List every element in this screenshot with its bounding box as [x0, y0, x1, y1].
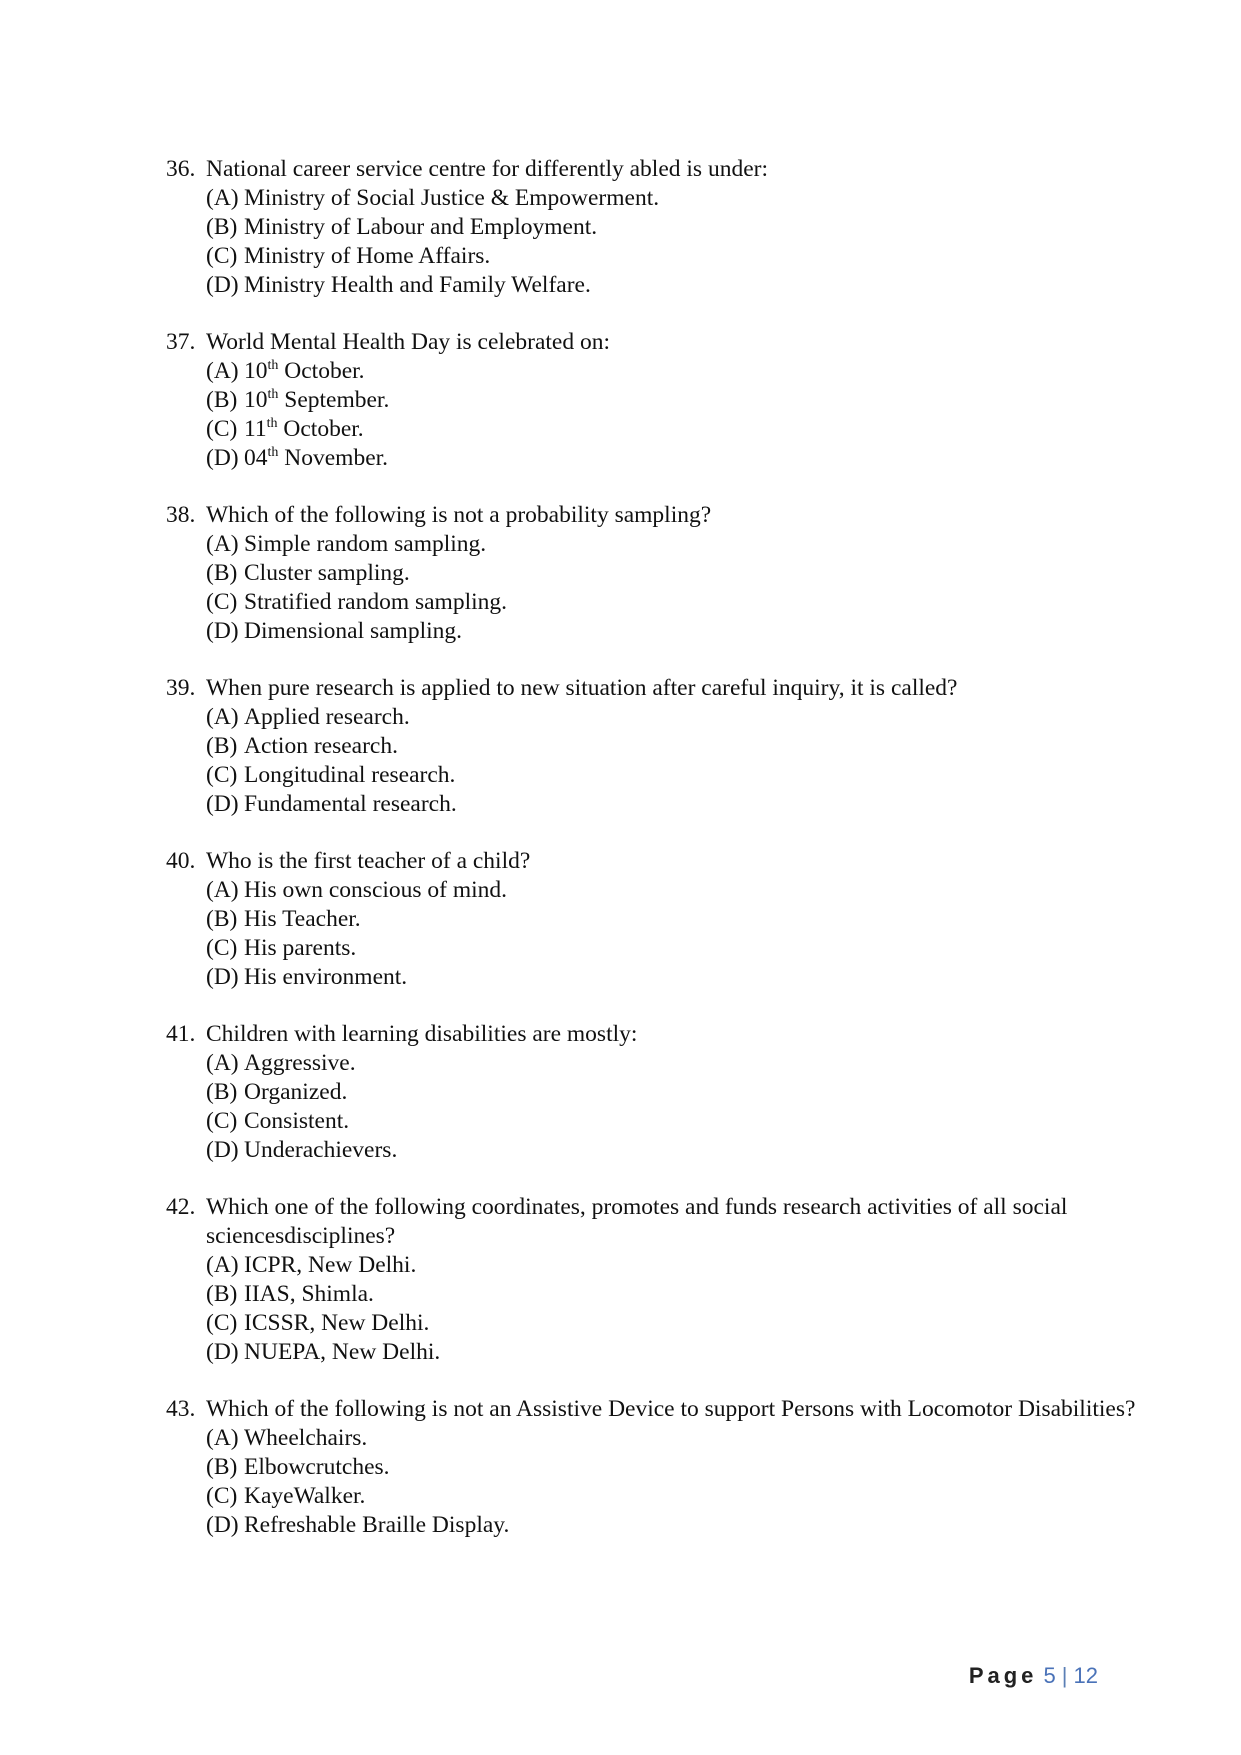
- answer-option: [166, 271, 1156, 300]
- option-text: [244, 1049, 356, 1078]
- answer-option: [166, 184, 1156, 213]
- option-ordinal-suffix: th: [266, 416, 278, 432]
- question-item: [166, 501, 1156, 646]
- option-label: Elbowcrutches.: [244, 1454, 390, 1480]
- option-text: [244, 1511, 509, 1540]
- option-letter: (A): [206, 1425, 239, 1451]
- option-label: October.: [277, 416, 364, 442]
- answer-option: [166, 444, 1156, 473]
- option-text: [244, 1136, 397, 1165]
- option-label: Stratified random sampling.: [244, 589, 508, 615]
- option-label: Aggressive.: [244, 1050, 356, 1076]
- option-text: [244, 790, 457, 819]
- option-letter: (B): [206, 387, 238, 413]
- answer-option: [166, 242, 1156, 271]
- option-text: [244, 357, 365, 386]
- question-text: Which of the following is not a probability sampling?: [206, 502, 712, 528]
- option-text: [244, 1078, 347, 1107]
- answer-option: [166, 1511, 1156, 1540]
- option-label: Action research.: [244, 733, 398, 759]
- option-text: [244, 588, 507, 617]
- option-letter: (D): [206, 618, 239, 644]
- option-label: Refreshable Braille Display.: [244, 1512, 510, 1538]
- option-label: November.: [278, 445, 389, 471]
- option-label: Ministry of Home Affairs.: [244, 243, 491, 269]
- question-number: 42.: [166, 1194, 196, 1220]
- question-text: World Mental Health Day is celebrated on:: [206, 329, 610, 355]
- option-text: [244, 1453, 390, 1482]
- question-number: 39.: [166, 675, 196, 701]
- answer-option: [166, 559, 1156, 588]
- answer-option: [166, 1338, 1156, 1367]
- option-label: Applied research.: [244, 704, 410, 730]
- question-list: [166, 155, 1156, 1568]
- option-ordinal-suffix: th: [267, 387, 279, 403]
- option-text: [244, 876, 507, 905]
- option-text: [244, 761, 455, 790]
- question-item: [166, 155, 1156, 300]
- answer-option: [166, 213, 1156, 242]
- question-text: Who is the first teacher of a child?: [206, 848, 531, 874]
- question-text: Which of the following is not an Assistive Device to support Persons with Locomotor Disabilities?: [206, 1396, 1136, 1422]
- option-label: NUEPA, New Delhi.: [244, 1339, 441, 1365]
- option-label: October.: [278, 358, 365, 384]
- option-text: [244, 1251, 416, 1280]
- option-text: [244, 271, 591, 300]
- question-number: 43.: [166, 1396, 196, 1422]
- option-letter: (C): [206, 1310, 238, 1336]
- page-current: 5: [1043, 1663, 1056, 1688]
- answer-option: [166, 963, 1156, 992]
- option-text: [244, 1482, 365, 1511]
- answer-option: [166, 1309, 1156, 1338]
- answer-option: [166, 732, 1156, 761]
- option-letter: (B): [206, 733, 238, 759]
- option-letter: (C): [206, 416, 238, 442]
- option-day: 04: [244, 445, 268, 471]
- option-label: His own conscious of mind.: [244, 877, 508, 903]
- option-letter: (C): [206, 243, 238, 269]
- answer-option: [166, 934, 1156, 963]
- answer-option: [166, 1251, 1156, 1280]
- question-item: [166, 847, 1156, 992]
- option-day: 10: [244, 358, 268, 384]
- option-text: [244, 213, 597, 242]
- answer-option: [166, 386, 1156, 415]
- option-label: Ministry of Labour and Employment.: [244, 214, 598, 240]
- question-number: 37.: [166, 329, 196, 355]
- option-letter: (A): [206, 877, 239, 903]
- option-text: [244, 1309, 429, 1338]
- answer-option: [166, 1424, 1156, 1453]
- option-text: [244, 444, 388, 473]
- answer-option: [166, 876, 1156, 905]
- option-text: [244, 184, 659, 213]
- option-letter: (A): [206, 531, 239, 557]
- option-label: Ministry Health and Family Welfare.: [244, 272, 591, 298]
- answer-option: [166, 1453, 1156, 1482]
- option-letter: (A): [206, 704, 239, 730]
- option-letter: (B): [206, 1079, 238, 1105]
- question-item: [166, 1395, 1156, 1540]
- option-text: [244, 703, 410, 732]
- option-label: Consistent.: [244, 1108, 350, 1134]
- answer-option: [166, 1049, 1156, 1078]
- option-label: Longitudinal research.: [244, 762, 456, 788]
- option-letter: (A): [206, 358, 239, 384]
- question-text: Which one of the following coordinates, promotes and funds research activities of all social sciencesdisciplines?: [206, 1194, 1068, 1249]
- option-label: ICPR, New Delhi.: [244, 1252, 417, 1278]
- option-letter: (C): [206, 1483, 238, 1509]
- option-text: [244, 242, 490, 271]
- question-number: 38.: [166, 502, 196, 528]
- page-footer: [969, 1663, 1098, 1689]
- option-label: His environment.: [244, 964, 408, 990]
- option-letter: (C): [206, 935, 238, 961]
- option-label: September.: [278, 387, 390, 413]
- answer-option: [166, 415, 1156, 444]
- option-letter: (B): [206, 214, 238, 240]
- question-number: 36.: [166, 156, 196, 182]
- option-label: His parents.: [244, 935, 357, 961]
- question-item: [166, 674, 1156, 819]
- option-letter: (D): [206, 1339, 239, 1365]
- question-number: 40.: [166, 848, 196, 874]
- option-text: [244, 617, 462, 646]
- option-letter: (D): [206, 964, 239, 990]
- option-text: [244, 559, 410, 588]
- option-label: ICSSR, New Delhi.: [244, 1310, 430, 1336]
- question-number: 41.: [166, 1021, 196, 1047]
- option-letter: (C): [206, 762, 238, 788]
- option-label: Dimensional sampling.: [244, 618, 463, 644]
- answer-option: [166, 1482, 1156, 1511]
- option-text: [244, 963, 407, 992]
- option-label: Simple random sampling.: [244, 531, 487, 557]
- option-letter: (A): [206, 1050, 239, 1076]
- question-text: Children with learning disabilities are mostly:: [206, 1021, 638, 1047]
- option-text: [244, 386, 389, 415]
- answer-option: [166, 761, 1156, 790]
- option-label: His Teacher.: [244, 906, 361, 932]
- question-text: National career service centre for differently abled is under:: [206, 156, 768, 182]
- option-text: [244, 732, 398, 761]
- option-label: KayeWalker.: [244, 1483, 366, 1509]
- question-text: When pure research is applied to new situation after careful inquiry, it is called?: [206, 675, 958, 701]
- option-letter: (C): [206, 589, 238, 615]
- answer-option: [166, 703, 1156, 732]
- option-label: Ministry of Social Justice & Empowerment.: [244, 185, 660, 211]
- option-letter: (D): [206, 1137, 239, 1163]
- option-ordinal-suffix: th: [267, 445, 279, 461]
- option-letter: (B): [206, 1454, 238, 1480]
- option-letter: (B): [206, 906, 238, 932]
- option-text: [244, 934, 356, 963]
- page-label: Page: [968, 1663, 1038, 1688]
- option-text: [244, 415, 364, 444]
- question-item: [166, 1020, 1156, 1165]
- answer-option: [166, 357, 1156, 386]
- option-letter: (C): [206, 1108, 238, 1134]
- option-label: Underachievers.: [244, 1137, 398, 1163]
- option-text: [244, 1338, 440, 1367]
- option-letter: (D): [206, 791, 239, 817]
- option-text: [244, 905, 361, 934]
- answer-option: [166, 1136, 1156, 1165]
- question-item: [166, 1193, 1156, 1367]
- option-label: Wheelchairs.: [244, 1425, 368, 1451]
- option-letter: (A): [206, 1252, 239, 1278]
- answer-option: [166, 1107, 1156, 1136]
- option-text: [244, 1424, 367, 1453]
- answer-option: [166, 530, 1156, 559]
- answer-option: [166, 790, 1156, 819]
- answer-option: [166, 1280, 1156, 1309]
- option-label: Cluster sampling.: [244, 560, 410, 586]
- option-label: IIAS, Shimla.: [244, 1281, 374, 1307]
- option-text: [244, 1280, 374, 1309]
- option-ordinal-suffix: th: [267, 358, 279, 374]
- option-letter: (B): [206, 1281, 238, 1307]
- option-text: [244, 1107, 349, 1136]
- page-total: 12: [1073, 1663, 1098, 1688]
- answer-option: [166, 588, 1156, 617]
- option-label: Organized.: [244, 1079, 348, 1105]
- option-letter: (D): [206, 1512, 239, 1538]
- answer-option: [166, 905, 1156, 934]
- page-separator: |: [1061, 1663, 1068, 1688]
- option-letter: (D): [206, 272, 239, 298]
- option-letter: (A): [206, 185, 239, 211]
- option-day: 10: [244, 387, 268, 413]
- option-label: Fundamental research.: [244, 791, 457, 817]
- answer-option: [166, 617, 1156, 646]
- answer-option: [166, 1078, 1156, 1107]
- option-letter: (D): [206, 445, 239, 471]
- option-day: 11: [244, 416, 267, 442]
- question-item: [166, 328, 1156, 473]
- option-text: [244, 530, 486, 559]
- option-letter: (B): [206, 560, 238, 586]
